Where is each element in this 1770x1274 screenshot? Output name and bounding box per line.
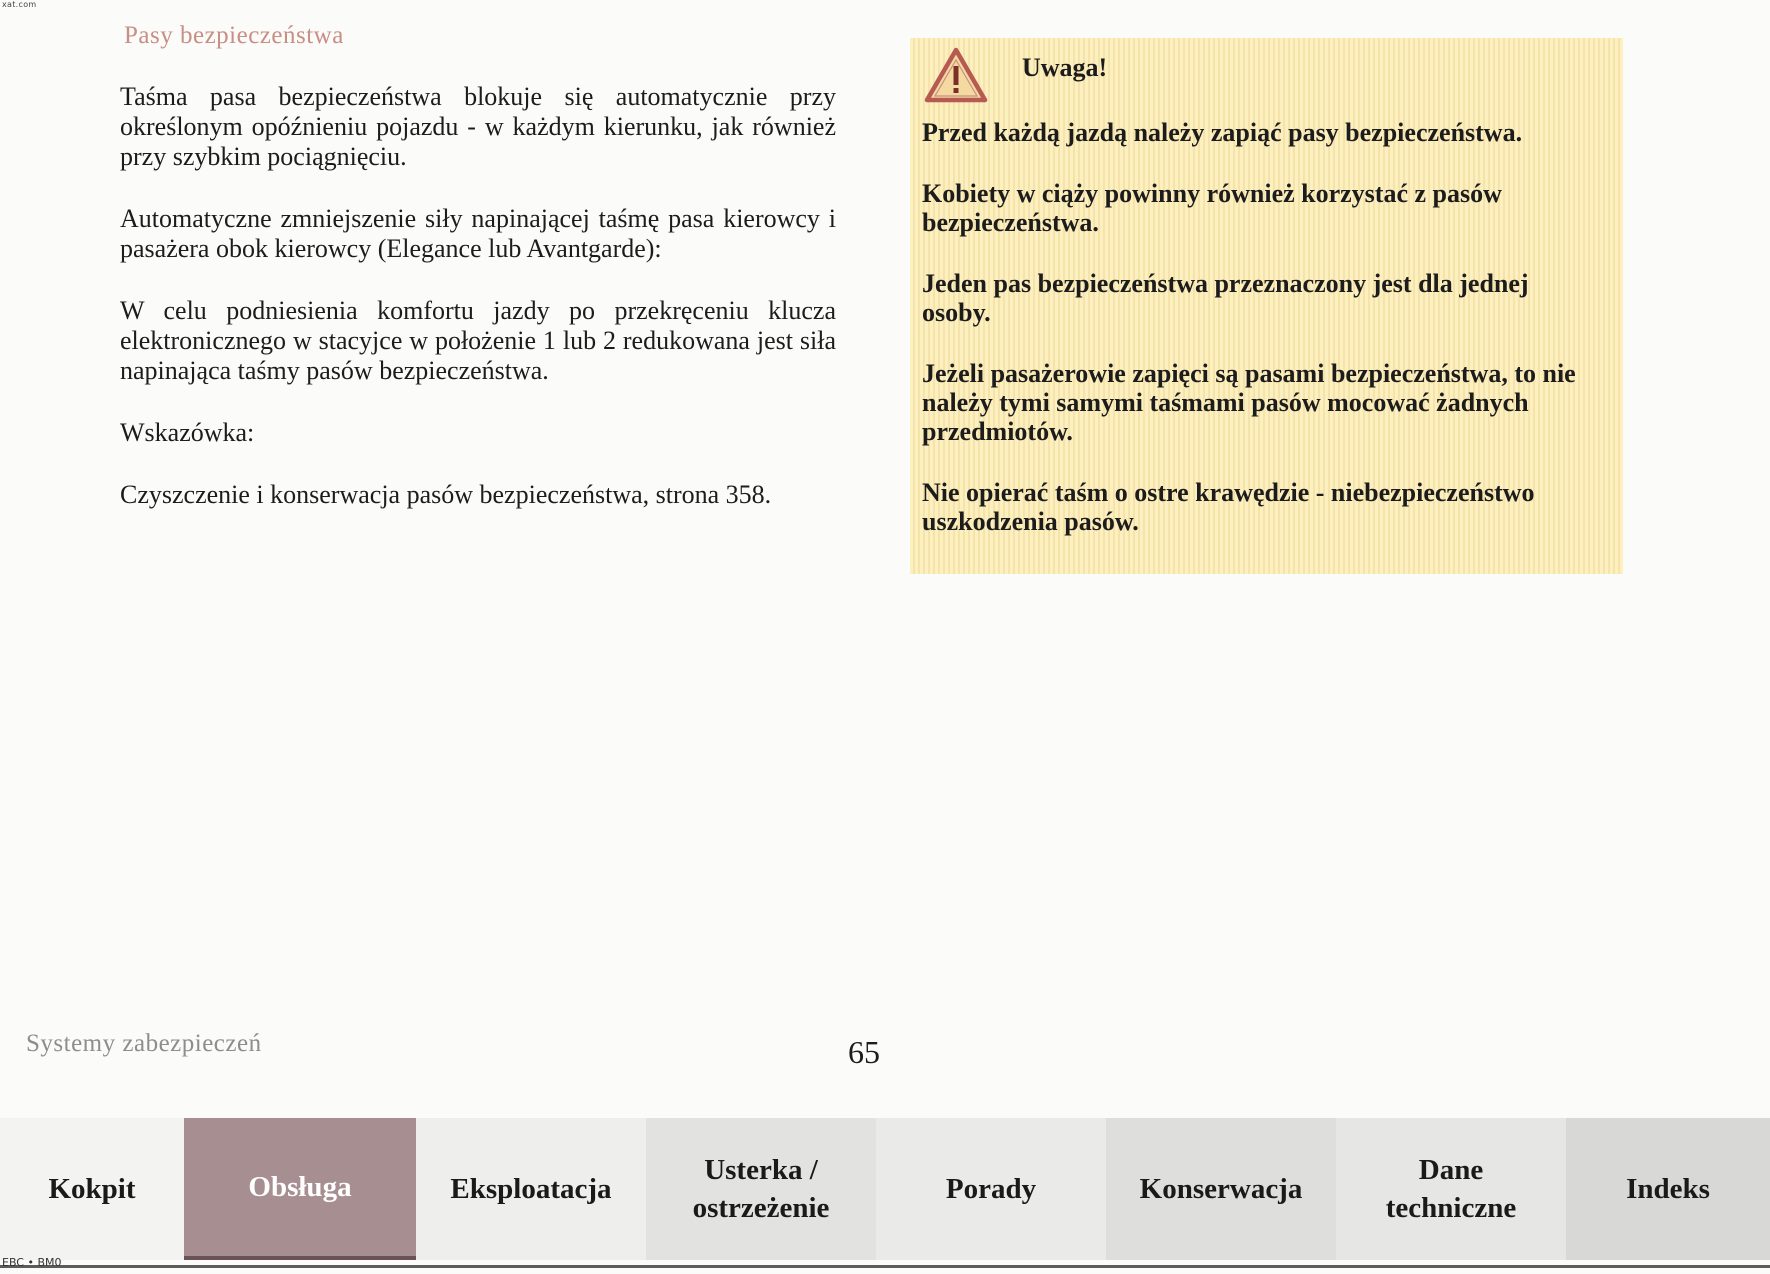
warning-title: Uwaga!: [1022, 53, 1108, 82]
tab-kokpit[interactable]: Kokpit: [0, 1118, 184, 1260]
tab-porady[interactable]: Porady: [876, 1118, 1106, 1260]
paragraph-comfort: W celu podniesienia komfortu jazdy po przekręceniu klucza elektronicznego w stacyjce w położenie 1 lub 2 redukowana jest siła napinająca taśmy pasów bezpieczeństwa.: [120, 296, 836, 385]
warning-line: Kobiety w ciąży powinny również korzystać z pasów bezpieczeństwa.: [922, 179, 1502, 237]
warning-list: [922, 118, 1602, 568]
paragraph-seatbelt-lock: Taśma pasa bezpieczeństwa blokuje się automatycznie przy określonym opóźnieniu pojazdu - w każdym kierunku, jak również przy szybkim pociągnięciu.: [120, 82, 836, 171]
watermark: xat.com: [2, 0, 37, 9]
page-number: 65: [848, 1034, 880, 1070]
nav-bottom-rule: [0, 1265, 1770, 1268]
warning-header: [924, 47, 1107, 103]
section-heading: Pasy bezpieczeństwa: [124, 22, 344, 49]
paragraph-tension-reduction: Automatyczne zmniejszenie siły napinającej taśmę pasa kierowcy i pasażera obok kierowcy (Elegance lub Avantgarde):: [120, 204, 836, 263]
body-text: [120, 82, 836, 542]
chapter-nav-bar: [0, 1118, 1770, 1260]
warning-line: Przed każdą jazdą należy zapiąć pasy bezpieczeństwa.: [922, 118, 1523, 147]
paragraph-hint-label: Wskazówka:: [120, 418, 255, 447]
warning-line: Nie opierać taśm o ostre krawędzie - niebezpieczeństwo uszkodzenia pasów.: [922, 478, 1535, 536]
paragraph-cleaning-reference: Czyszczenie i konserwacja pasów bezpieczeństwa, strona 358.: [120, 480, 772, 509]
tab-indeks[interactable]: Indeks: [1566, 1118, 1770, 1260]
tab-usterka-ostrzezenie[interactable]: Usterka / ostrzeżenie: [646, 1118, 876, 1260]
warning-line: Jeżeli pasażerowie zapięci są pasami bezpieczeństwa, to nie należy tymi samymi taśmami pasów mocować żadnych przedmiotów.: [922, 359, 1576, 446]
warning-box: [910, 38, 1623, 574]
warning-triangle-icon: [924, 47, 988, 103]
tab-eksploatacja[interactable]: Eksploatacja: [416, 1118, 646, 1260]
footer-section-title: Systemy zabezpieczeń: [26, 1030, 262, 1057]
warning-line: Jeden pas bezpieczeństwa przeznaczony jest dla jednej osoby.: [922, 269, 1529, 327]
tab-konserwacja[interactable]: Konserwacja: [1106, 1118, 1336, 1260]
tab-dane-techniczne[interactable]: Dane techniczne: [1336, 1118, 1566, 1260]
footer-code: EBC • BM0: [2, 1256, 62, 1269]
tab-obsluga[interactable]: Obsługa: [184, 1118, 416, 1260]
